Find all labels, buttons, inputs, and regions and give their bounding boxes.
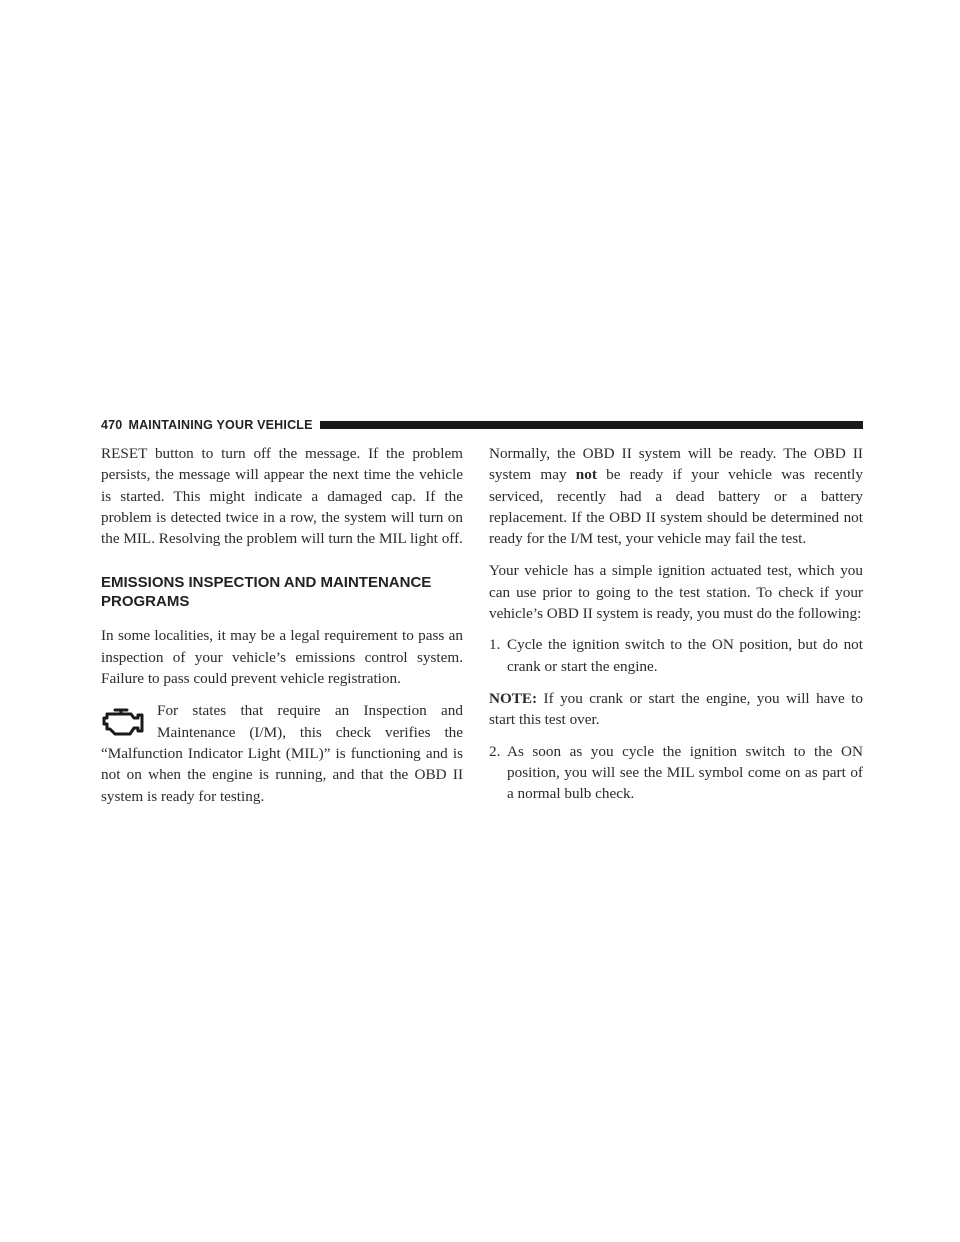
list-item [489,634,863,677]
page-header [101,417,863,432]
obd-ready-bold: not [575,466,597,484]
intro-paragraph: RESET button to turn off the message. If the problem persists, the message will appear the next time the vehicle is started. This might indicate a damaged cap. If the problem is detected twice in a row, the system will turn on the MIL. Resolving the problem will turn the MIL light off. [101,445,463,548]
check-engine-icon [101,704,145,740]
header-rule [320,421,863,429]
left-column [101,443,463,807]
step-text: Cycle the ignition switch to the ON position, but do not crank or start the engine. [507,636,863,675]
obd-ready-paragraph [489,443,863,549]
list-item [489,741,863,805]
emissions-paragraph: In some localities, it may be a legal requirement to pass an inspection of your vehicle’s emissions control system. Failure to pass could prevent vehicle registration. [101,627,463,688]
note-text: If you crank or start the engine, you will have to start this test over. [489,689,863,729]
mil-paragraph-block [101,700,463,806]
right-column [489,443,863,804]
heading-line-2: PROGRAMS [101,593,190,611]
step-number: 2. [489,742,501,760]
obd-ready-text-2: be ready if your vehicle was recently serviced, recently had a dead battery or a battery replacement. If the OBD II system should be determined not ready for the I/M test, your vehicle may fail the test. [489,466,863,548]
ignition-test-paragraph: Your vehicle has a simple ignition actuated test, which you can use prior to going to the test station. To check if your vehicle’s OBD II system is ready, you must do the following: [489,562,863,623]
note-paragraph [489,688,863,731]
heading-line-1: EMISSIONS INSPECTION AND MAINTENANCE [101,574,432,592]
page-number: 470 [101,417,123,432]
obd-ready-text-1: Normally, the OBD II system will be ready. The OBD II system may [489,445,863,484]
step-text: As soon as you cycle the ignition switch to the ON position, you will see the MIL symbol come on as part of a normal bulb check. [507,742,863,803]
mil-paragraph: For states that require an Inspection and Maintenance (I/M), this check verifies the “Malfunction Indicator Light (MIL)” is functioning and is not on when the engine is running, and that the OBD II system is ready for testing. [101,702,463,805]
note-label: NOTE: [489,689,538,707]
section-heading [101,573,463,611]
section-title: MAINTAINING YOUR VEHICLE [128,417,313,432]
step-number: 1. [489,636,501,654]
